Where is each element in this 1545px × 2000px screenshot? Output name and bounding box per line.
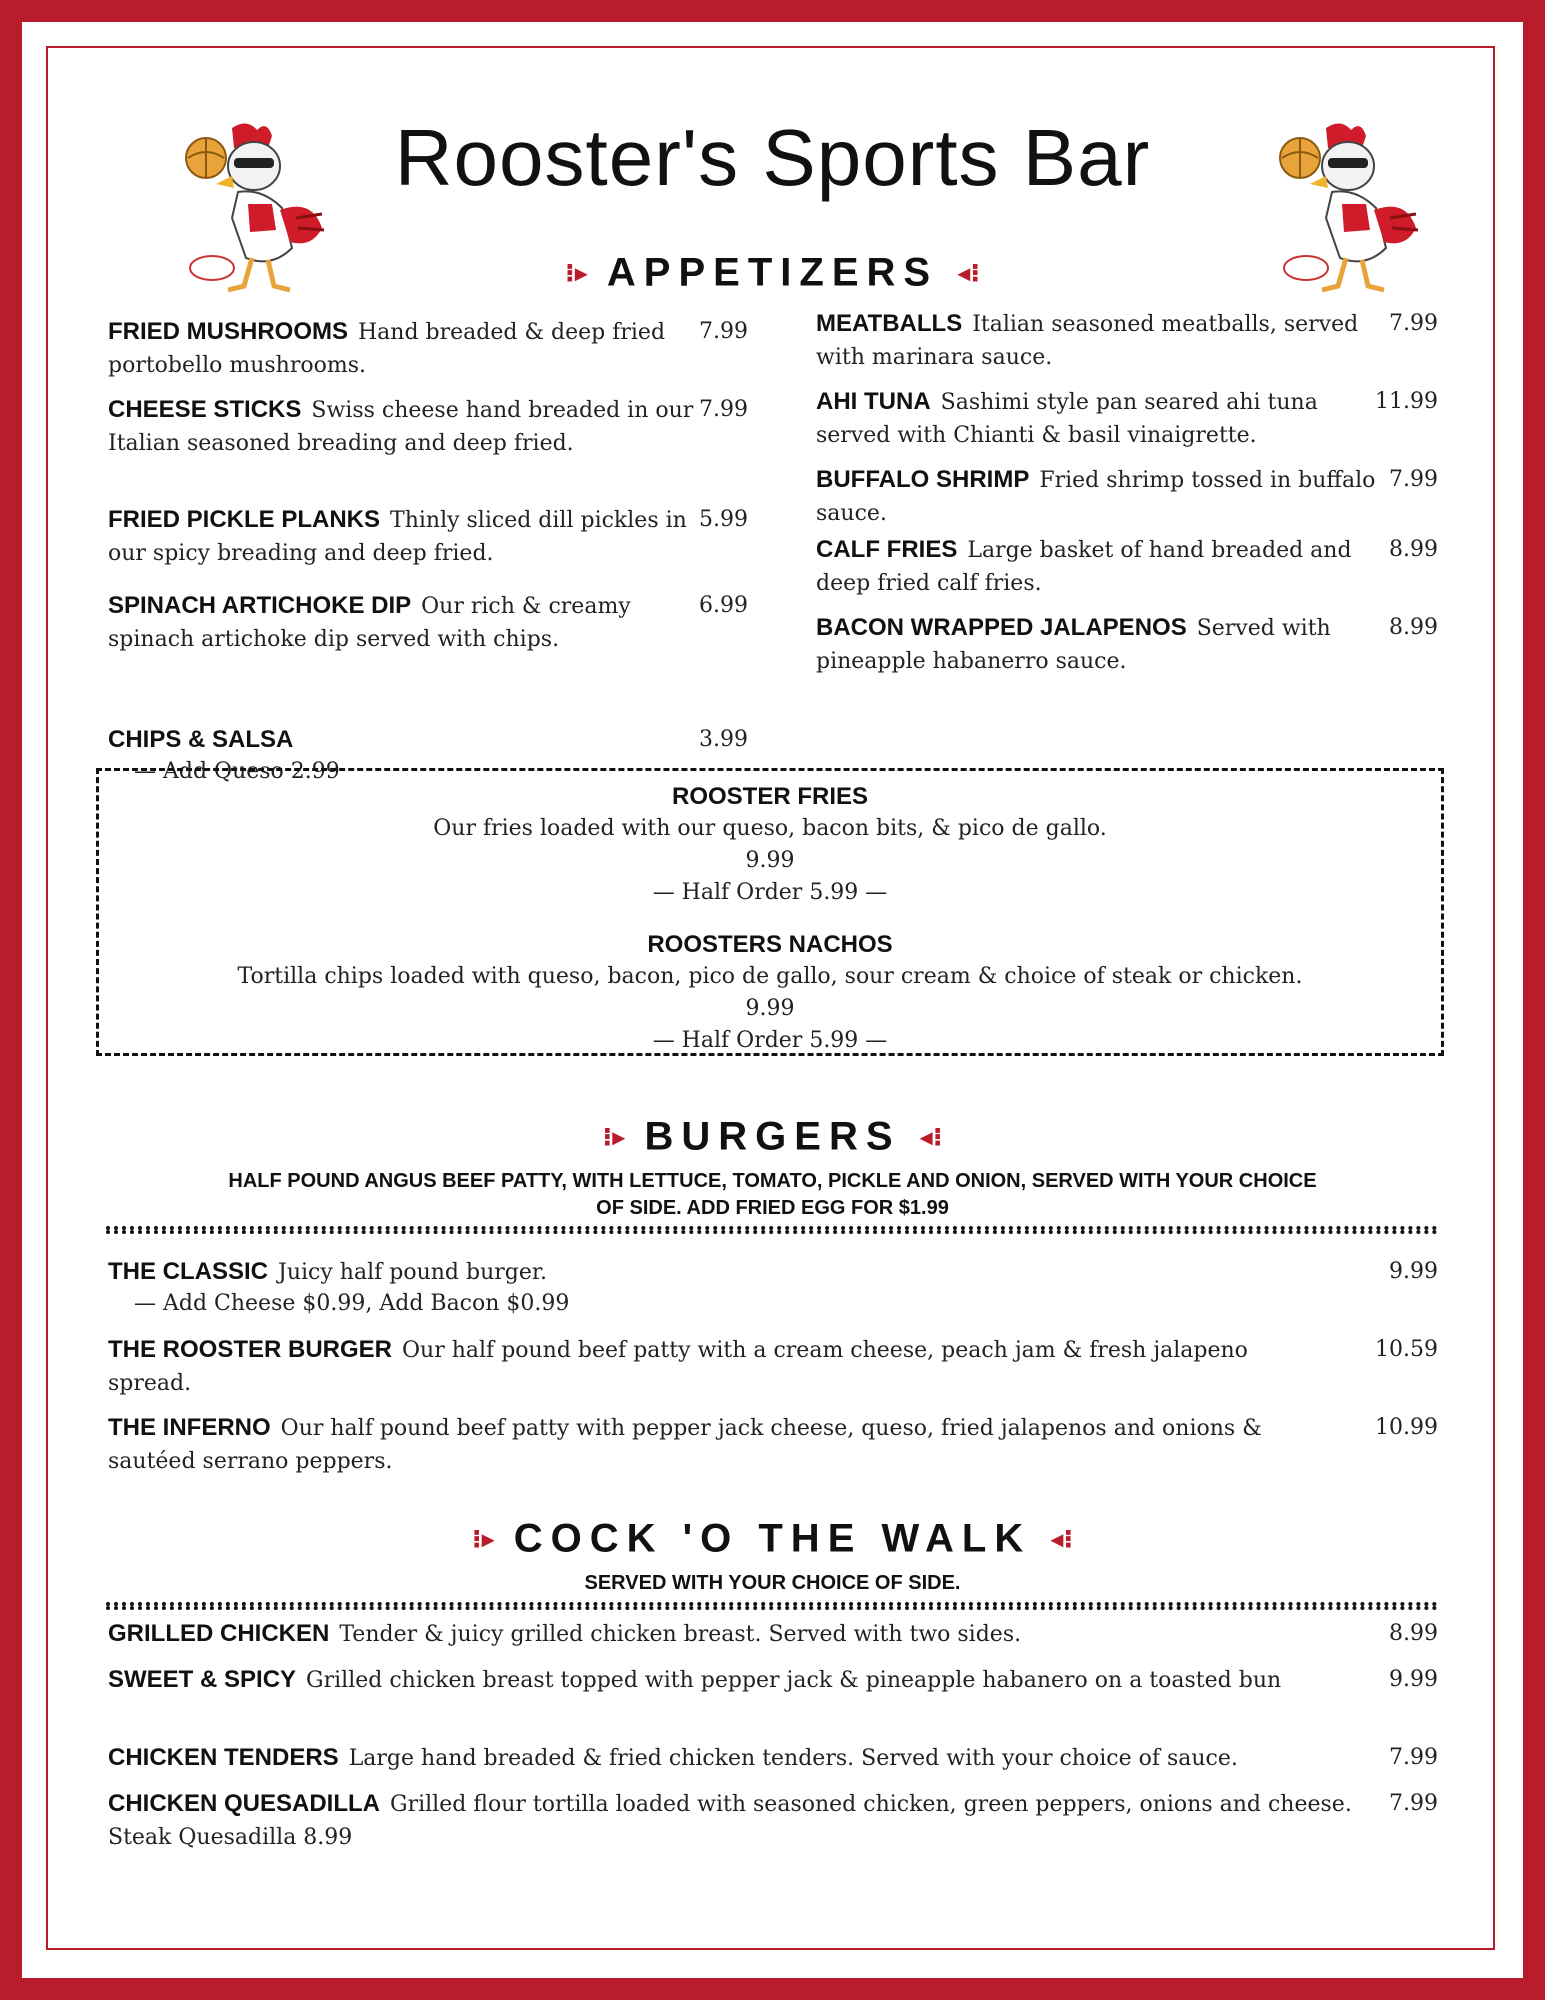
item-description: Large basket of hand breaded and deep fried calf fries. [816,538,1352,596]
item-price: 8.99 [1389,537,1438,562]
menu-item [816,308,1376,374]
featured-box [96,768,1444,1056]
chicken-subhead: SERVED WITH YOUR CHOICE OF SIDE. [584,1572,961,1594]
menu-item [108,394,698,460]
item-name: CHICKEN TENDERS [108,1744,339,1771]
dotted-divider [106,1602,1438,1610]
menu-item [816,534,1386,600]
item-price: 10.99 [1375,1415,1438,1440]
chicken-heading-text: COCK 'O THE WALK [513,1516,1032,1561]
item-description: Juicy half pound burger. [278,1260,547,1285]
item-price: 7.99 [699,397,748,422]
item-name: THE CLASSIC [108,1258,269,1285]
menu-item [108,1618,1308,1651]
featured-half-order: — Half Order 5.99 — [652,880,888,905]
item-name: CALF FRIES [816,536,958,563]
item-name: CHICKEN QUESADILLA [108,1790,381,1817]
featured-description: Tortilla chips loaded with queso, bacon, pico de gallo, sour cream & choice of steak or chicken. [237,964,1303,989]
item-note: — Add Cheese $0.99, Add Bacon $0.99 [134,1291,570,1316]
menu-item [816,464,1386,530]
ornament-right-icon: ◂⁝ [957,257,981,288]
item-name: CHEESE STICKS [108,396,302,423]
item-description: Fried shrimp tossed in buffalo sauce. [816,468,1376,526]
item-price: 9.99 [1389,1667,1438,1692]
menu-item [108,1256,1308,1289]
item-price: 5.99 [699,507,748,532]
item-name: FRIED MUSHROOMS [108,318,348,345]
item-description: Large hand breaded & fried chicken tenders. Served with your choice of sauce. [348,1746,1238,1771]
item-description: Tender & juicy grilled chicken breast. Served with two sides. [339,1622,1022,1647]
item-price: 8.99 [1389,615,1438,640]
ornament-left-icon: ⁝▸ [564,257,588,288]
item-price: 7.99 [1389,311,1438,336]
menu-item [108,1664,1358,1697]
featured-name: ROOSTERS NACHOS [647,931,893,958]
page-title: Rooster's Sports Bar [394,113,1151,202]
menu-item [108,1334,1298,1400]
menu-item [108,316,684,382]
item-price: 6.99 [699,593,748,618]
burgers-heading-text: BURGERS [644,1114,901,1159]
item-name: SWEET & SPICY [108,1666,297,1693]
ornament-left-icon: ⁝▸ [471,1523,495,1554]
item-name: THE INFERNO [108,1414,271,1441]
featured-price: 9.99 [745,848,795,873]
item-price: 9.99 [1389,1259,1438,1284]
item-description: Thinly sliced dill pickles in our spicy breading and deep fried. [108,508,687,566]
item-name: THE ROOSTER BURGER [108,1336,393,1363]
menu-item [108,1412,1298,1478]
item-description: Grilled flour tortilla loaded with seasoned chicken, green peppers, onions and cheese. Steak Quesadilla 8.99 [108,1792,1352,1850]
item-description: Swiss cheese hand breaded in our Italian seasoned breading and deep fried. [108,398,694,456]
item-price: 7.99 [1389,1791,1438,1816]
featured-name: ROOSTER FRIES [671,783,869,810]
item-price: 7.99 [1389,467,1438,492]
dotted-divider [106,1226,1438,1234]
item-name: GRILLED CHICKEN [108,1620,330,1647]
item-name: BACON WRAPPED JALAPENOS [816,614,1187,641]
item-name: CHIPS & SALSA [108,726,294,753]
item-name: SPINACH ARTICHOKE DIP [108,592,412,619]
item-description: Italian seasoned meatballs, served with marinara sauce. [816,312,1359,370]
item-description: Served with pineapple habanerro sauce. [816,616,1331,674]
item-description: Our rich & creamy spinach artichoke dip served with chips. [108,594,631,652]
item-price: 3.99 [699,727,748,752]
item-description: Sashimi style pan seared ahi tuna served with Chianti & basil vinaigrette. [816,390,1318,448]
item-price: 11.99 [1375,389,1438,414]
featured-half-order: — Half Order 5.99 — [652,1028,888,1053]
item-price: 7.99 [1389,1745,1438,1770]
menu-page [22,22,1523,1978]
item-description: Our half pound beef patty with a cream cheese, peach jam & fresh jalapeno spread. [108,1338,1248,1396]
menu-item [816,386,1386,452]
item-name: FRIED PICKLE PLANKS [108,506,381,533]
appetizers-heading-text: APPETIZERS [606,250,939,295]
menu-item [108,590,668,656]
burgers-subhead: OF SIDE. ADD FRIED EGG FOR $1.99 [596,1197,949,1219]
item-description: Grilled chicken breast topped with pepper jack & pineapple habanero on a toasted bun [306,1668,1282,1693]
menu-item [108,1788,1358,1854]
item-price: 8.99 [1389,1621,1438,1646]
item-name: BUFFALO SHRIMP [816,466,1030,493]
chicken-heading [22,1516,1523,1561]
burgers-subhead: HALF POUND ANGUS BEEF PATTY, WITH LETTUCE, TOMATO, PICKLE AND ONION, SERVED WITH YOUR CHOICE [228,1170,1317,1192]
ornament-right-icon: ◂⁝ [1050,1523,1074,1554]
item-description: Hand breaded & deep fried portobello mushrooms. [108,320,666,378]
menu-item [108,724,668,756]
ornament-left-icon: ⁝▸ [602,1121,626,1152]
item-name: AHI TUNA [816,388,931,415]
item-price: 7.99 [699,319,748,344]
menu-item [816,612,1386,678]
item-note: — Add Queso 2.99 [134,759,340,784]
featured-description: Our fries loaded with our queso, bacon bits, & pico de gallo. [433,816,1107,841]
menu-item [108,1742,1368,1775]
item-description: Our half pound beef patty with pepper jack cheese, queso, fried jalapenos and onions & sautéed serrano peppers. [108,1416,1262,1474]
menu-item [108,504,698,570]
ornament-right-icon: ◂⁝ [919,1121,943,1152]
featured-price: 9.99 [745,996,795,1021]
appetizers-heading [22,250,1523,295]
burgers-heading [22,1114,1523,1159]
item-name: MEATBALLS [816,310,963,337]
item-price: 10.59 [1375,1337,1438,1362]
